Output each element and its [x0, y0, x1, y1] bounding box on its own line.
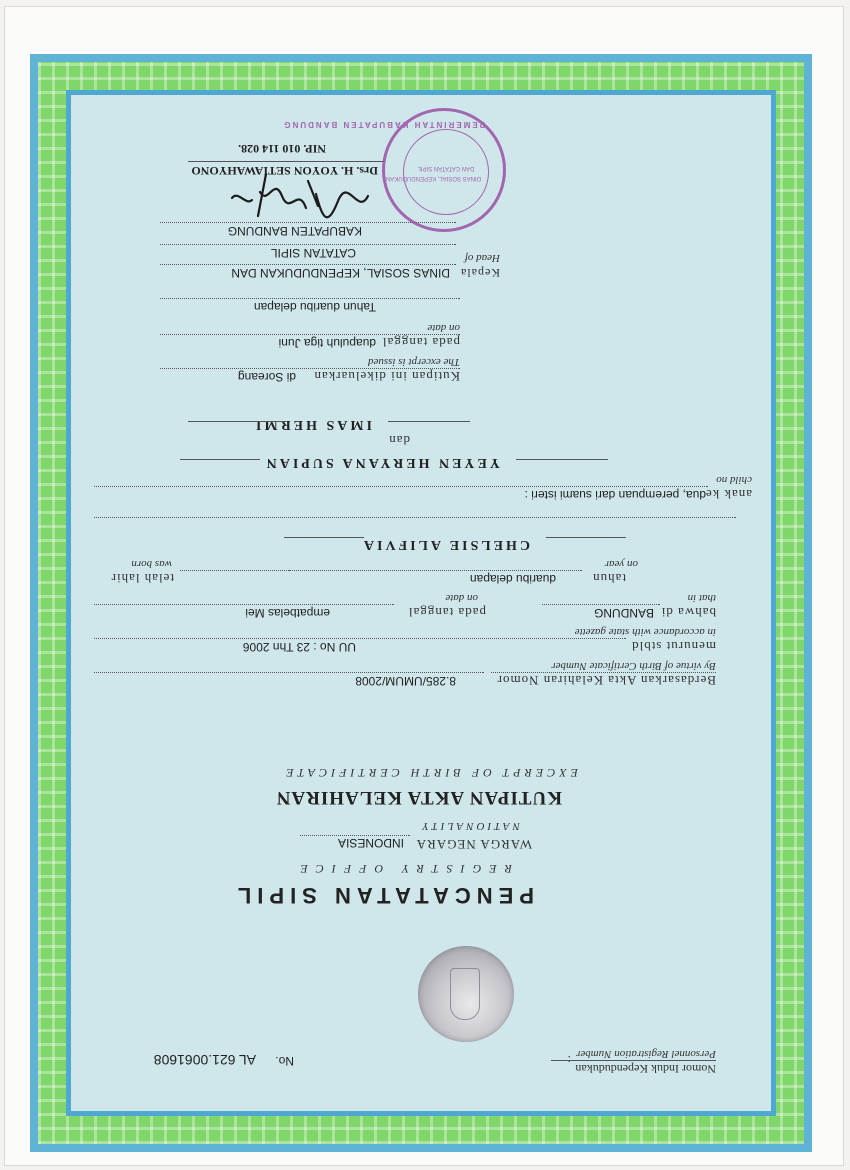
gazette-label: menurut stbld: [631, 639, 716, 654]
year-value: duaribu delapan: [469, 572, 556, 586]
document-title: KUTIPAN AKTA KELAHIRAN: [275, 787, 562, 808]
birth-date-label-en: on date: [445, 592, 478, 604]
child-no-label-en: child no: [716, 474, 752, 486]
issue-year-value: Tahun duaribu delapan: [253, 300, 376, 314]
issue-date-label-en: on date: [427, 322, 460, 334]
office-line-1: DINAS SOSIAL, KEPENDUDUKAN DAN: [231, 266, 450, 280]
official-nip: NIP. 010 114 028.: [238, 142, 326, 156]
and-word: dan: [388, 433, 410, 448]
child-no-value: dua, perempuan dari suami isteri :: [524, 488, 706, 502]
issued-label: Kutipan ini dikeluarkan: [313, 369, 460, 384]
year-label: tahun: [592, 571, 626, 586]
born-label-en: was born: [131, 558, 172, 570]
official-name: Drs. H. YOYON SETIAWAHYONO: [191, 164, 378, 178]
birth-date-label: pada tanggal: [407, 605, 486, 620]
place-label-en: that in: [687, 592, 716, 604]
birth-cert-number: 8.285/UMUM/2008: [355, 674, 456, 688]
nik-label: Nomor Induk Kependudukan: [575, 1062, 716, 1076]
office-line-3: KABUPATEN BANDUNG: [227, 224, 362, 238]
issued-label-en: The excerpt is issued: [368, 356, 460, 368]
birth-date-value: empatbelas Mei: [245, 606, 330, 620]
nik-label-en: Personnel Registration Number: [576, 1048, 716, 1060]
head-label: Kepala: [460, 266, 500, 280]
registration-no-value: AL 621.0061608: [153, 1052, 256, 1068]
stamp-inner-line-1: DINAS SOSIAL, KEPENDUDUKAN: [385, 175, 481, 181]
stamp-inner-line-2: DAN CATATAN SIPIL: [417, 165, 475, 171]
gazette-value: UU No : 23 Thn 2006: [242, 640, 356, 654]
certificate-content: [84, 108, 756, 1098]
gazette-label-en: in accordance with state gazette: [574, 626, 716, 638]
child-name: CHELSIE ALIFVIA: [360, 537, 530, 552]
registration-no-label: No.: [275, 1054, 294, 1068]
head-label-en: Head of: [464, 252, 500, 264]
mother-name: IMAS HERMI: [252, 417, 372, 432]
nationality-value: INDONESIA: [337, 836, 404, 850]
child-no-label: anak ke: [704, 487, 752, 502]
birth-cert-label: Berdasarkan Akta Kelahiran Nomor: [496, 673, 716, 688]
registry-subtitle: REGISTRY OFFICE: [292, 862, 512, 876]
year-label-en: on year: [604, 558, 638, 570]
document-title-en: EXCERPT OF BIRTH CERTIFICATE: [282, 766, 578, 780]
place-label: bahwa di: [660, 605, 716, 620]
registry-title: PENCATATAN SIPIL: [231, 883, 534, 908]
nationality-label: WARGA NEGARA: [415, 837, 532, 852]
issue-date-label: pada tanggal: [381, 335, 460, 350]
father-name: YEYEN HERYANA SUPIAN: [263, 455, 500, 470]
birth-cert-label-en: By virtue of Birth Certificate Number: [551, 660, 716, 672]
issue-date-value: duapuluh tiga Juni: [278, 336, 376, 350]
born-label: telah lahir: [110, 571, 174, 586]
office-line-2: CATATAN SIPIL: [270, 246, 356, 260]
stamp-outer-text: PEMERINTAH KABUPATEN BANDUNG: [282, 120, 485, 129]
nationality-label-en: NATIONALITY: [419, 820, 520, 832]
nik-colon: :: [566, 1053, 571, 1068]
issued-place: di Soreang: [237, 370, 296, 384]
national-emblem-seal: [418, 946, 514, 1042]
place-value: BANDUNG: [593, 606, 654, 620]
